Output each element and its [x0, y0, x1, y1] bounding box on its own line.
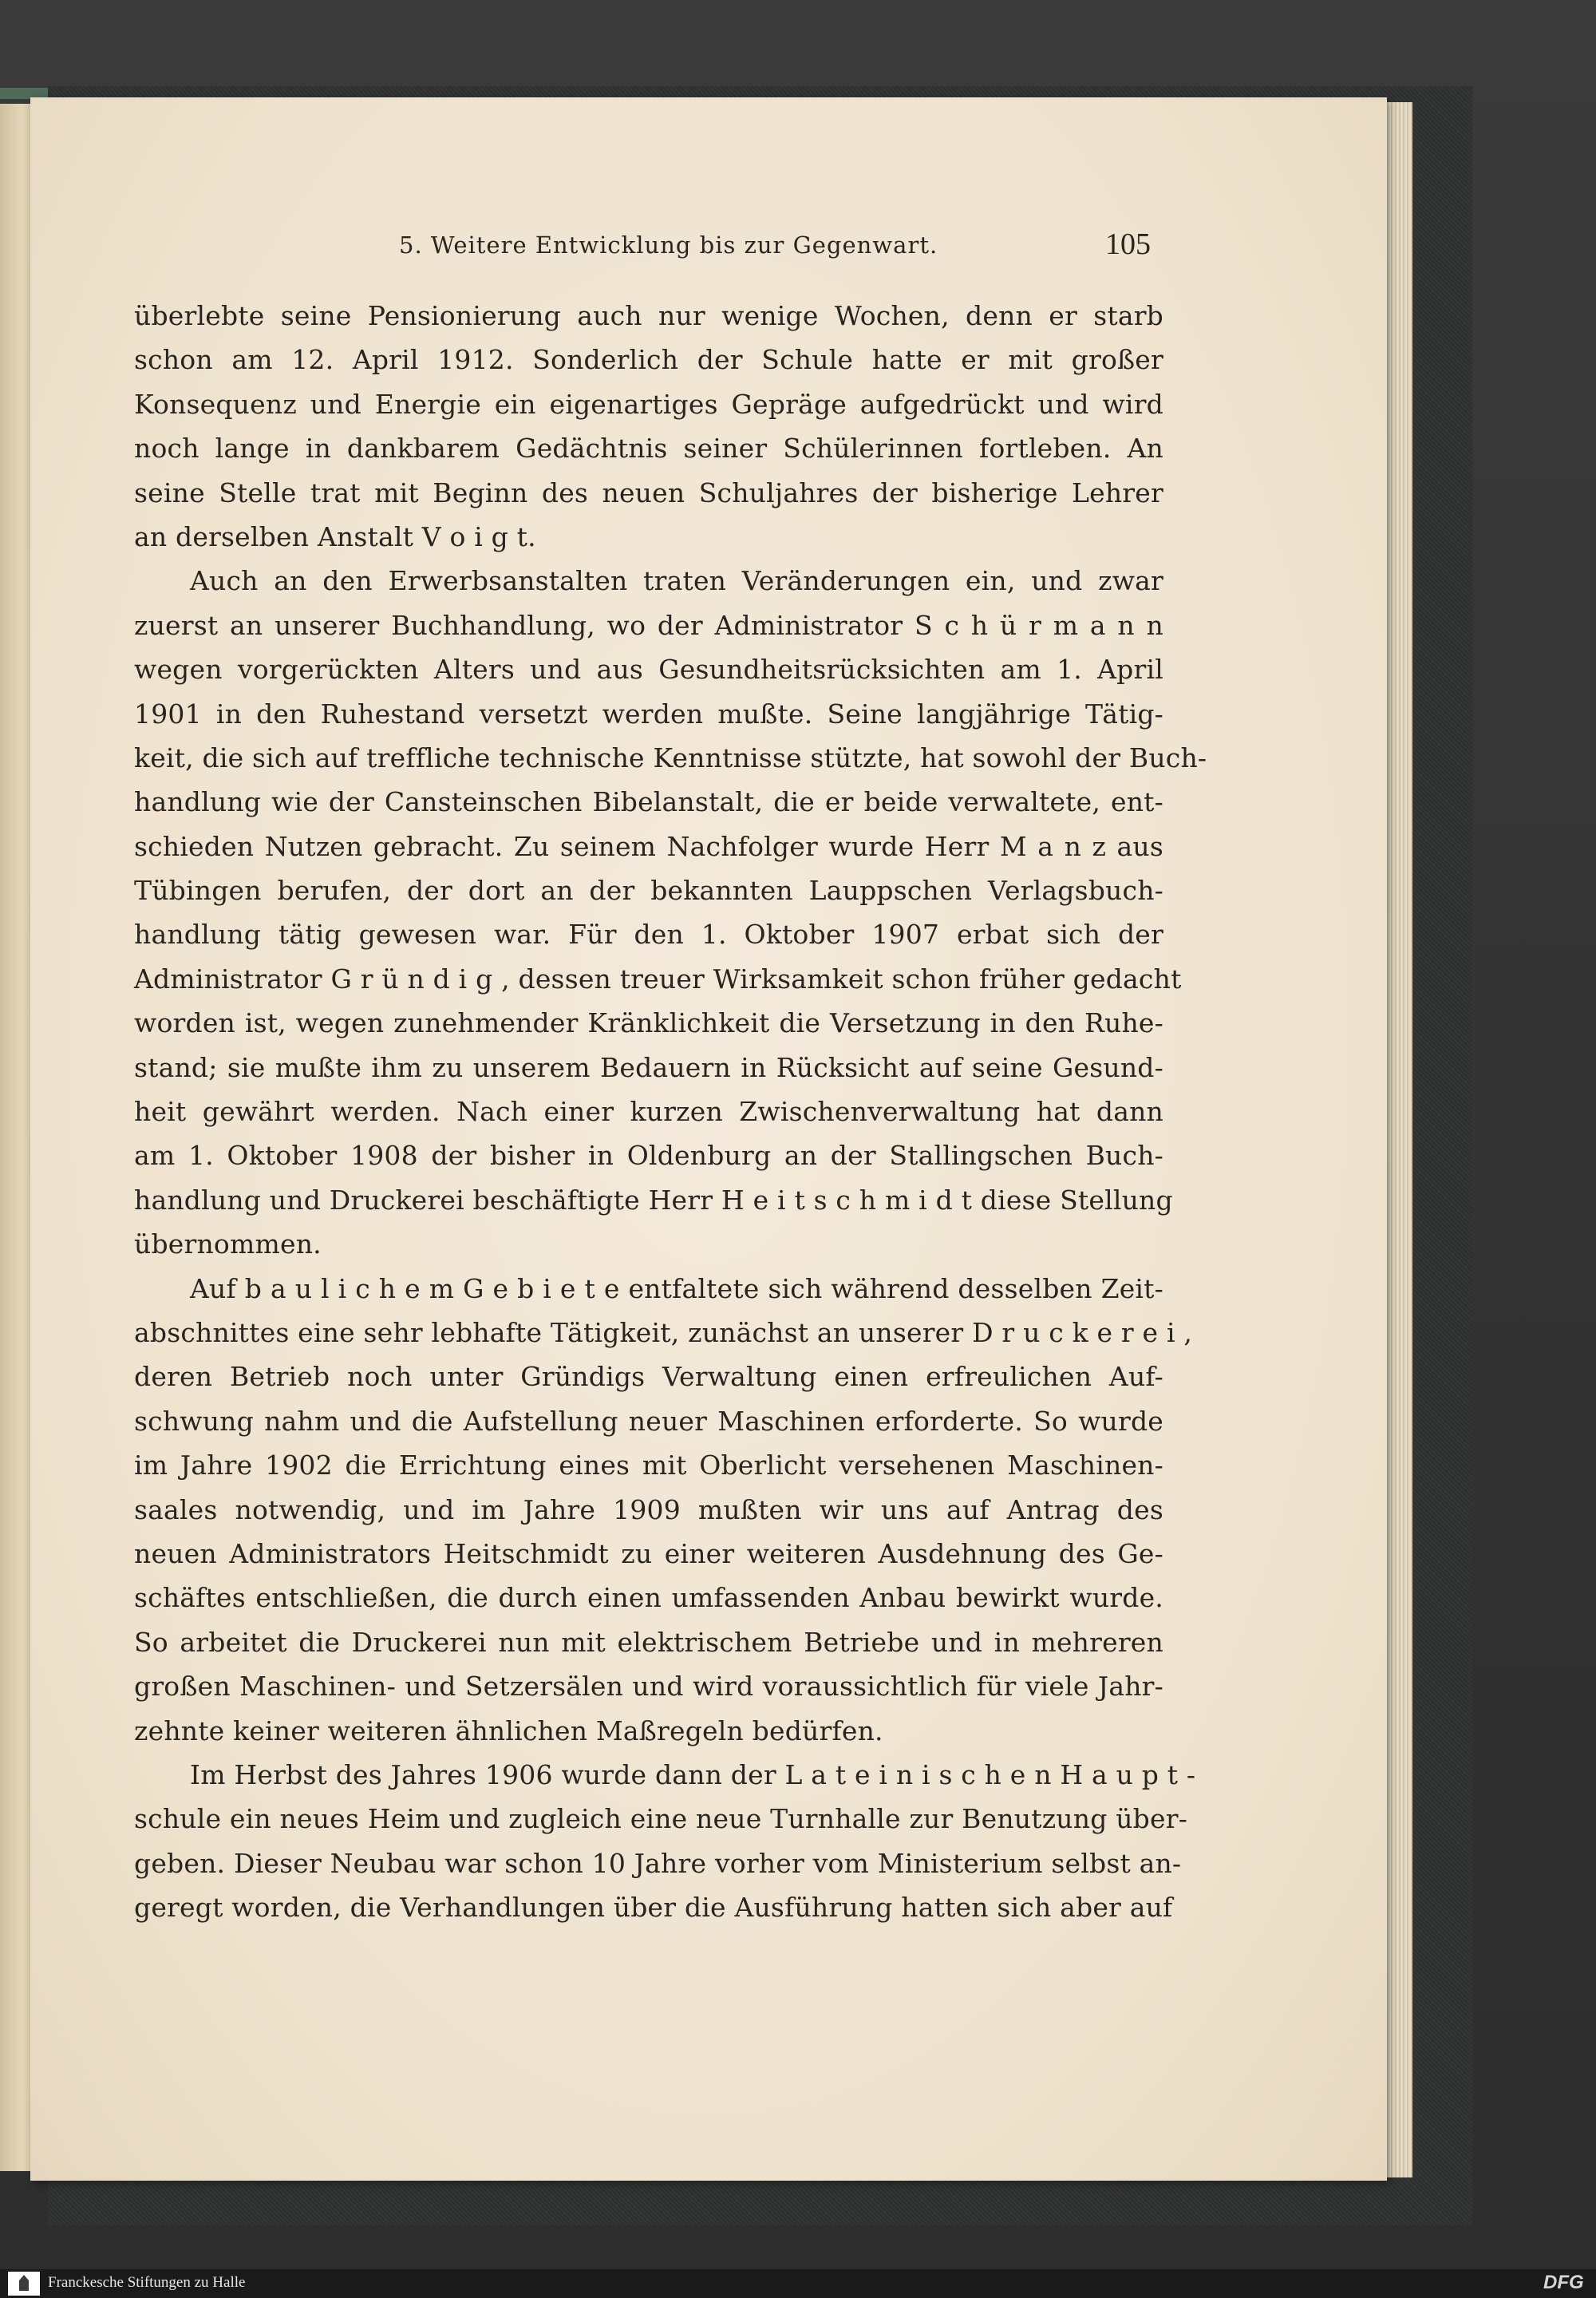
page-number: 105 [1105, 227, 1151, 261]
text-line: Auch an den Erwerbsanstalten traten Veränderungen ein, und zwar [190, 565, 1163, 597]
text-line: neuen Administrators Heitschmidt zu einer weiteren Ausdehnung des Ge- [134, 1537, 1163, 1569]
text-line: Auf b a u l i c h e m G e b i e t e entfaltete sich während desselben Zeit- [190, 1272, 1163, 1304]
text-line: zuerst an unserer Buchhandlung, wo der Administrator S c h ü r m a n n [134, 609, 1163, 641]
text-line: heit gewährt werden. Nach einer kurzen Zwischenverwaltung hat dann [134, 1096, 1163, 1128]
text-line: keit, die sich auf treffliche technische Kenntnisse stützte, hat sowohl der Buch- [134, 742, 1207, 773]
text-line: wegen vorgerückten Alters und aus Gesundheitsrücksichten am 1. April [134, 654, 1163, 686]
text-line: noch lange in dankbarem Gedächtnis seiner Schülerinnen fortleben. An [134, 433, 1163, 465]
text-line: 1901 in den Ruhestand versetzt werden mußte. Seine langjährige Tätig- [134, 698, 1163, 730]
text-line: abschnittes eine sehr lebhafte Tätigkeit, zunächst an unserer D r u c k e r e i , [134, 1316, 1193, 1348]
text-line: schieden Nutzen gebracht. Zu seinem Nachfolger wurde Herr M a n z aus [134, 830, 1163, 862]
running-head [399, 231, 1197, 263]
text-line: im Jahre 1902 die Errichtung eines mit Oberlicht versehenen Maschinen- [134, 1450, 1163, 1481]
footer-credit: Franckesche Stiftungen zu Halle [48, 2274, 246, 2291]
text-line: schwung nahm und die Aufstellung neuer Maschinen erforderte. So wurde [134, 1405, 1163, 1437]
text-line: So arbeitet die Druckerei nun mit elektrischem Betriebe und in mehreren [134, 1626, 1163, 1658]
dfg-logo: DFG [1543, 2272, 1584, 2293]
text-line: großen Maschinen- und Setzersälen und wird voraussichtlich für viele Jahr- [134, 1671, 1163, 1703]
text-line: stand; sie mußte ihm zu unserem Bedauern in Rücksicht auf seine Gesund- [134, 1051, 1163, 1083]
text-line: deren Betrieb noch unter Gründigs Verwaltung einen erfreulichen Auf- [134, 1361, 1163, 1393]
text-line: Administrator G r ü n d i g , dessen treuer Wirksamkeit schon früher gedacht [134, 963, 1182, 995]
text-line: schäftes entschließen, die durch einen umfassenden Anbau bewirkt wurde. [134, 1582, 1163, 1614]
institution-logo-icon [8, 2272, 40, 2296]
text-line: worden ist, wegen zunehmender Kränklichkeit die Versetzung in den Ruhe- [134, 1007, 1163, 1039]
text-line: übernommen. [134, 1228, 322, 1260]
text-line: schule ein neues Heim und zugleich eine neue Turnhalle zur Benutzung über- [134, 1803, 1188, 1835]
text-line: saales notwendig, und im Jahre 1909 mußten wir uns auf Antrag des [134, 1493, 1163, 1525]
text-line: überlebte seine Pensionierung auch nur wenige Wochen, denn er starb [134, 300, 1163, 331]
text-line: am 1. Oktober 1908 der bisher in Oldenburg an der Stallingschen Buch- [134, 1140, 1163, 1172]
text-line: handlung tätig gewesen war. Für den 1. Oktober 1907 erbat sich der [134, 919, 1163, 951]
text-line: Tübingen berufen, der dort an der bekannten Lauppschen Verlagsbuch- [134, 875, 1163, 907]
text-line: schon am 12. April 1912. Sonderlich der Schule hatte er mit großer [134, 344, 1163, 376]
text-line: handlung und Druckerei beschäftigte Herr H e i t s c h m i d t diese Stellung [134, 1184, 1173, 1216]
text-line: Konsequenz und Energie ein eigenartiges Gepräge aufgedrückt und wird [134, 388, 1163, 420]
text-line: zehnte keiner weiteren ähnlichen Maßregeln bedürfen. [134, 1715, 883, 1746]
text-line: handlung wie der Cansteinschen Bibelanstalt, die er beide verwaltete, ent- [134, 786, 1163, 818]
body-text [134, 294, 1207, 1929]
text-line: Im Herbst des Jahres 1906 wurde dann der L a t e i n i s c h e n H a u p t - [190, 1758, 1196, 1790]
text-line: geben. Dieser Neubau war schon 10 Jahre vorher vom Ministerium selbst an- [134, 1847, 1182, 1879]
running-head-title: 5. Weitere Entwicklung bis zur Gegenwart. [399, 231, 938, 259]
text-line: seine Stelle trat mit Beginn des neuen Schuljahres der bisherige Lehrer [134, 477, 1163, 508]
text-line: an derselben Anstalt V o i g t. [134, 520, 536, 552]
text-line: geregt worden, die Verhandlungen über die Ausführung hatten sich aber auf [134, 1892, 1173, 1924]
